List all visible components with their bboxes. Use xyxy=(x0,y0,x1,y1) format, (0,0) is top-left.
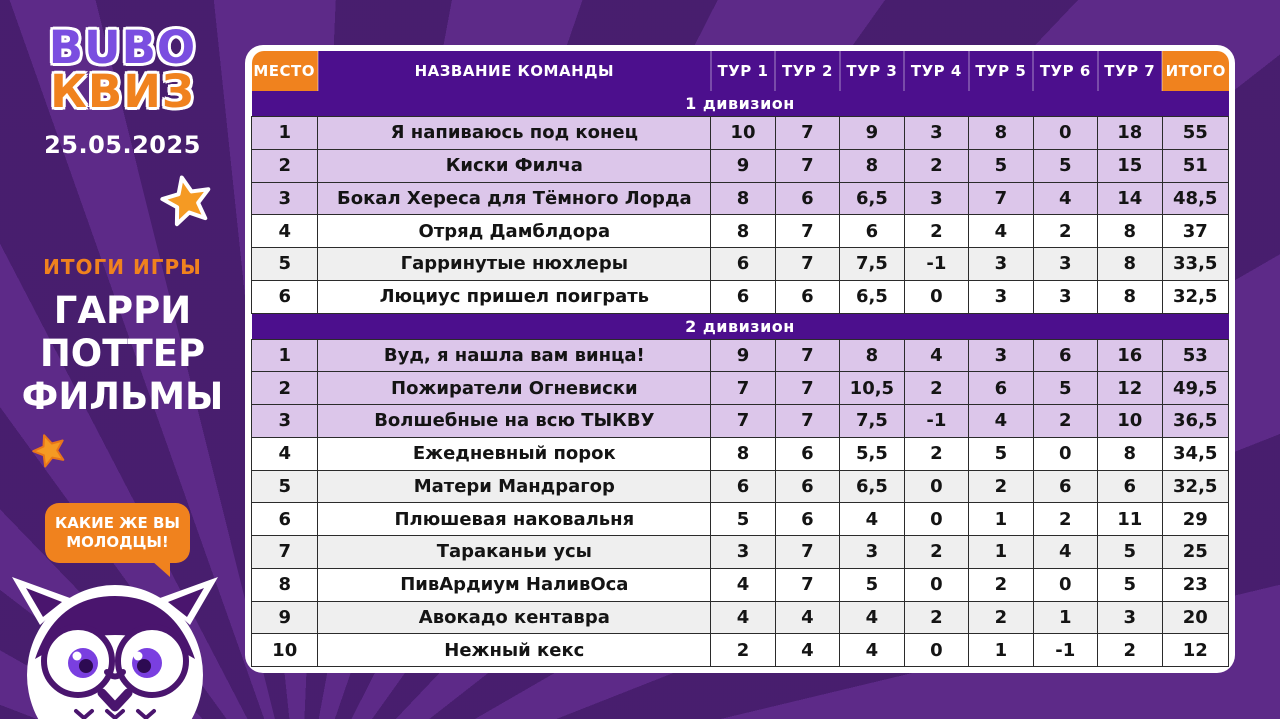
score-cell: 8 xyxy=(1098,215,1162,248)
score-cell: 2 xyxy=(1098,634,1162,667)
score-cell: 4 xyxy=(969,215,1033,248)
score-cell: 2 xyxy=(969,470,1033,503)
team-name-cell: Вуд, я нашла вам винца! xyxy=(318,339,711,372)
team-name-cell: Ежедневный порок xyxy=(318,437,711,470)
score-cell: 0 xyxy=(1033,568,1097,601)
score-cell: 3 xyxy=(1033,248,1097,281)
score-cell: 3 xyxy=(969,339,1033,372)
team-name-cell: Пожиратели Огневиски xyxy=(318,372,711,405)
division-band-row xyxy=(252,91,1229,117)
score-cell: 2 xyxy=(969,601,1033,634)
score-cell: 8 xyxy=(840,339,904,372)
team-row xyxy=(252,182,1229,215)
score-cell: 6 xyxy=(711,470,775,503)
total-cell: 25 xyxy=(1162,536,1229,569)
team-name-cell: Отряд Дамблдора xyxy=(318,215,711,248)
logo-line-kviz: КВИЗ xyxy=(50,65,195,119)
total-cell: 34,5 xyxy=(1162,437,1229,470)
score-cell: 10 xyxy=(1098,405,1162,438)
total-cell: 32,5 xyxy=(1162,470,1229,503)
score-cell: 10,5 xyxy=(840,372,904,405)
score-cell: -1 xyxy=(904,248,968,281)
header-total: ИТОГО xyxy=(1162,51,1229,91)
score-cell: 6 xyxy=(775,437,839,470)
score-cell: 7 xyxy=(775,568,839,601)
score-cell: 16 xyxy=(1098,339,1162,372)
team-name-cell: Гарринутые нюхлеры xyxy=(318,248,711,281)
score-cell: 0 xyxy=(1033,117,1097,150)
score-cell: 4 xyxy=(775,634,839,667)
score-cell: 2 xyxy=(1033,503,1097,536)
results-table-body xyxy=(252,91,1229,667)
score-cell: 6 xyxy=(711,280,775,313)
score-cell: 3 xyxy=(711,536,775,569)
total-cell: 51 xyxy=(1162,149,1229,182)
team-row xyxy=(252,117,1229,150)
score-cell: 6 xyxy=(1033,470,1097,503)
score-cell: 6,5 xyxy=(840,470,904,503)
score-cell: 18 xyxy=(1098,117,1162,150)
logo-line-bubo: BUBO xyxy=(48,21,197,74)
total-cell: 36,5 xyxy=(1162,405,1229,438)
score-cell: 6 xyxy=(775,280,839,313)
team-name-cell: Я напиваюсь под конец xyxy=(318,117,711,150)
speech-bubble: КАКИЕ ЖЕ ВЫ МОЛОДЦЫ! xyxy=(45,503,190,563)
header-place: МЕСТО xyxy=(252,51,318,91)
score-cell: 2 xyxy=(904,536,968,569)
owl-mascot-illustration xyxy=(4,571,226,719)
score-cell: 4 xyxy=(840,634,904,667)
score-cell: 2 xyxy=(1033,405,1097,438)
score-cell: 9 xyxy=(711,149,775,182)
score-cell: 4 xyxy=(711,568,775,601)
score-cell: 0 xyxy=(904,280,968,313)
bubo-quiz-logo xyxy=(0,21,245,119)
score-cell: 6 xyxy=(775,503,839,536)
score-cell: 8 xyxy=(711,437,775,470)
score-cell: 5 xyxy=(1033,372,1097,405)
score-cell: 7,5 xyxy=(840,405,904,438)
score-cell: 3 xyxy=(1033,280,1097,313)
team-row xyxy=(252,280,1229,313)
place-cell: 1 xyxy=(252,339,318,372)
sidebar xyxy=(0,0,245,719)
team-name-cell: Авокадо кентавра xyxy=(318,601,711,634)
score-cell: 0 xyxy=(1033,437,1097,470)
header-tour-2: ТУР 2 xyxy=(775,51,839,91)
total-cell: 53 xyxy=(1162,339,1229,372)
team-row xyxy=(252,372,1229,405)
score-cell: 8 xyxy=(711,182,775,215)
place-cell: 3 xyxy=(252,405,318,438)
team-name-cell: Плюшевая наковальня xyxy=(318,503,711,536)
team-name-cell: Матери Мандрагор xyxy=(318,470,711,503)
score-cell: 7 xyxy=(775,372,839,405)
score-cell: 8 xyxy=(711,215,775,248)
score-cell: 1 xyxy=(969,536,1033,569)
score-cell: 0 xyxy=(904,634,968,667)
team-name-cell: Волшебные на всю ТЫКВУ xyxy=(318,405,711,438)
score-cell: 7 xyxy=(775,149,839,182)
score-cell: 6 xyxy=(1033,339,1097,372)
score-cell: 4 xyxy=(840,503,904,536)
team-row xyxy=(252,634,1229,667)
score-cell: 4 xyxy=(904,339,968,372)
team-name-cell: Люциус пришел поиграть xyxy=(318,280,711,313)
score-cell: 4 xyxy=(969,405,1033,438)
score-cell: 7 xyxy=(775,339,839,372)
score-cell: 2 xyxy=(1033,215,1097,248)
score-cell: 3 xyxy=(969,280,1033,313)
total-cell: 12 xyxy=(1162,634,1229,667)
division-header: 2 дивизион xyxy=(252,313,1229,339)
score-cell: 8 xyxy=(1098,437,1162,470)
score-cell: 0 xyxy=(904,503,968,536)
game-title: ГАРРИ ПОТТЕР ФИЛЬМЫ xyxy=(21,289,224,418)
star-icon xyxy=(26,427,73,476)
score-cell: 3 xyxy=(969,248,1033,281)
results-table-container xyxy=(245,45,1235,673)
score-cell: 8 xyxy=(969,117,1033,150)
total-cell: 37 xyxy=(1162,215,1229,248)
team-name-cell: Бокал Хереса для Тёмного Лорда xyxy=(318,182,711,215)
place-cell: 4 xyxy=(252,437,318,470)
division-band-row xyxy=(252,313,1229,339)
total-cell: 23 xyxy=(1162,568,1229,601)
score-cell: 14 xyxy=(1098,182,1162,215)
team-row xyxy=(252,339,1229,372)
score-cell: 7 xyxy=(969,182,1033,215)
score-cell: 2 xyxy=(904,215,968,248)
team-row xyxy=(252,503,1229,536)
score-cell: 6 xyxy=(840,215,904,248)
place-cell: 2 xyxy=(252,149,318,182)
score-cell: 9 xyxy=(711,339,775,372)
place-cell: 9 xyxy=(252,601,318,634)
team-row xyxy=(252,601,1229,634)
place-cell: 6 xyxy=(252,503,318,536)
place-cell: 2 xyxy=(252,372,318,405)
score-cell: 11 xyxy=(1098,503,1162,536)
team-row xyxy=(252,536,1229,569)
score-cell: 6,5 xyxy=(840,280,904,313)
score-cell: -1 xyxy=(904,405,968,438)
score-cell: 2 xyxy=(969,568,1033,601)
score-cell: 7 xyxy=(775,536,839,569)
place-cell: 3 xyxy=(252,182,318,215)
table-header-row xyxy=(252,51,1229,91)
place-cell: 5 xyxy=(252,470,318,503)
team-name-cell: Киски Филча xyxy=(318,149,711,182)
team-row xyxy=(252,470,1229,503)
place-cell: 4 xyxy=(252,215,318,248)
team-row xyxy=(252,437,1229,470)
team-name-cell: Тараканьи усы xyxy=(318,536,711,569)
score-cell: 7 xyxy=(775,215,839,248)
score-cell: 10 xyxy=(711,117,775,150)
score-cell: 3 xyxy=(904,117,968,150)
score-cell: 6 xyxy=(969,372,1033,405)
score-cell: 6 xyxy=(775,182,839,215)
results-table xyxy=(251,51,1229,667)
score-cell: 3 xyxy=(840,536,904,569)
game-date: 25.05.2025 xyxy=(44,131,201,159)
score-cell: 0 xyxy=(904,470,968,503)
header-tour-5: ТУР 5 xyxy=(969,51,1033,91)
score-cell: 2 xyxy=(904,372,968,405)
team-row xyxy=(252,215,1229,248)
score-cell: 5,5 xyxy=(840,437,904,470)
team-name-cell: Нежный кекс xyxy=(318,634,711,667)
total-cell: 20 xyxy=(1162,601,1229,634)
score-cell: 5 xyxy=(1098,568,1162,601)
header-team: НАЗВАНИЕ КОМАНДЫ xyxy=(318,51,711,91)
score-cell: 3 xyxy=(904,182,968,215)
place-cell: 8 xyxy=(252,568,318,601)
header-tour-7: ТУР 7 xyxy=(1098,51,1162,91)
score-cell: 9 xyxy=(840,117,904,150)
score-cell: 7 xyxy=(711,372,775,405)
score-cell: 4 xyxy=(1033,536,1097,569)
score-cell: 8 xyxy=(1098,248,1162,281)
score-cell: 2 xyxy=(904,437,968,470)
place-cell: 6 xyxy=(252,280,318,313)
total-cell: 32,5 xyxy=(1162,280,1229,313)
score-cell: 4 xyxy=(711,601,775,634)
score-cell: 6,5 xyxy=(840,182,904,215)
team-row xyxy=(252,248,1229,281)
score-cell: 5 xyxy=(1098,536,1162,569)
score-cell: 1 xyxy=(1033,601,1097,634)
score-cell: 7 xyxy=(775,405,839,438)
score-cell: 4 xyxy=(1033,182,1097,215)
score-cell: 7 xyxy=(775,248,839,281)
score-cell: 2 xyxy=(904,149,968,182)
division-header: 1 дивизион xyxy=(252,91,1229,117)
score-cell: 5 xyxy=(1033,149,1097,182)
score-cell: 8 xyxy=(840,149,904,182)
score-cell: 2 xyxy=(904,601,968,634)
results-label: ИТОГИ ИГРЫ xyxy=(43,255,202,279)
team-row xyxy=(252,405,1229,438)
total-cell: 48,5 xyxy=(1162,182,1229,215)
score-cell: 2 xyxy=(711,634,775,667)
score-cell: 15 xyxy=(1098,149,1162,182)
total-cell: 33,5 xyxy=(1162,248,1229,281)
star-icon xyxy=(155,169,219,235)
score-cell: 1 xyxy=(969,503,1033,536)
score-cell: 6 xyxy=(711,248,775,281)
score-cell: -1 xyxy=(1033,634,1097,667)
score-cell: 5 xyxy=(969,149,1033,182)
score-cell: 8 xyxy=(1098,280,1162,313)
place-cell: 1 xyxy=(252,117,318,150)
score-cell: 5 xyxy=(969,437,1033,470)
score-cell: 1 xyxy=(969,634,1033,667)
header-tour-6: ТУР 6 xyxy=(1033,51,1097,91)
score-cell: 12 xyxy=(1098,372,1162,405)
total-cell: 29 xyxy=(1162,503,1229,536)
team-name-cell: ПивАрдиум НаливОса xyxy=(318,568,711,601)
score-cell: 7,5 xyxy=(840,248,904,281)
score-cell: 6 xyxy=(1098,470,1162,503)
team-row xyxy=(252,149,1229,182)
header-tour-4: ТУР 4 xyxy=(904,51,968,91)
header-tour-3: ТУР 3 xyxy=(840,51,904,91)
total-cell: 49,5 xyxy=(1162,372,1229,405)
header-tour-1: ТУР 1 xyxy=(711,51,775,91)
place-cell: 5 xyxy=(252,248,318,281)
score-cell: 6 xyxy=(775,470,839,503)
score-cell: 7 xyxy=(711,405,775,438)
score-cell: 3 xyxy=(1098,601,1162,634)
score-cell: 4 xyxy=(775,601,839,634)
place-cell: 10 xyxy=(252,634,318,667)
total-cell: 55 xyxy=(1162,117,1229,150)
team-row xyxy=(252,568,1229,601)
place-cell: 7 xyxy=(252,536,318,569)
score-cell: 0 xyxy=(904,568,968,601)
score-cell: 7 xyxy=(775,117,839,150)
score-cell: 5 xyxy=(840,568,904,601)
score-cell: 4 xyxy=(840,601,904,634)
score-cell: 5 xyxy=(711,503,775,536)
